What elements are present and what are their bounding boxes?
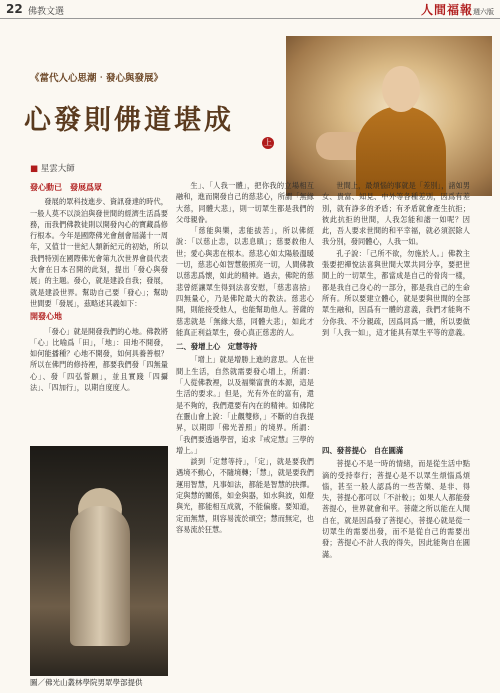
statue-photo bbox=[30, 446, 168, 676]
masthead bbox=[421, 1, 494, 18]
subheading: 發心動已 發展爲眾 bbox=[30, 182, 102, 192]
column-3 bbox=[322, 180, 470, 338]
paragraph: 談到「定慧等持」，「定」，就是要我們遇境不動心，不隨境轉；「慧」，就是要我們運用智慧，凡事如法，都能是智慧的抉擇。定與慧的關係，如金與器，如水與波，如燈與光，都能相互成就，不能偏廢。要知道，定而無慧，則容易流於頑空；慧而無定，也容易流於狂慧。 bbox=[176, 457, 314, 534]
masthead-sub: 週六版 bbox=[473, 8, 494, 16]
author-line bbox=[30, 162, 75, 174]
masthead-name: 人間福報 bbox=[420, 3, 473, 17]
header-divider bbox=[0, 18, 500, 19]
paragraph: 「發心」就是開發我們的心地。佛教將「心」比喻爲「田」，「地」：田地不開發，如何能播種？心地不開發，如何具養善根？所以在佛門的修持裡，都要我們發「四無量心」、發「四弘誓願」，並且實踐「四攝法」、「四加行」，以期自度度人。 bbox=[30, 326, 168, 393]
photo-caption: 圖／佛光山叢林學院男眾學部提供 bbox=[30, 678, 143, 687]
section-heading: 四、發菩提心 自在圓滿 bbox=[322, 446, 404, 455]
photo-statue bbox=[70, 506, 130, 646]
part-badge: 上 bbox=[264, 138, 272, 147]
column-2 bbox=[176, 180, 314, 535]
paragraph: 發展的眾科技進步、資訊發達的時代，一般人莫不以淡泊與發世間的經濟生活爲要務，而我們佛教徒則以開發內心的寶藏爲修行根本。今年是國際佛光會創會屆滿十一周年，又值廿一世紀人類新紀元的初始，所以我們特別在國際佛光會第九次世界會員代表大會在日本召開的此刻，提出「發心與發展」的主題。發心，就是建設自我；發展，就是建設世界。幫助自己要「發心」；幫助世間要「發展」，茲略述其義如下： bbox=[30, 197, 168, 308]
author-bullet-icon: ■ bbox=[30, 164, 39, 174]
paragraph: 「增上」就是增勝上進的意思。人在世間上生活，自然就需要發心增上，所謂：「人從佛教裡，以及福樂富貴的本源，這是生活的要求。」但是，光有外在的富有，還是不夠的，我們還要有內在的精神。如佛陀在靈山會上說：「止觀雙修，」不斷的自我提昇，以期即「佛光普照」的境界。所謂：「我們要透過學習，追求『戒定慧』三學的增上。」 bbox=[176, 355, 314, 455]
column-3-lower bbox=[322, 442, 470, 560]
paragraph: 「慈能與樂，悲能拔苦」，所以佛經說：「以慈止恚，以悲息瞋」；慈要救他人世；愛心與悲在根本。慈悲心如太陽般溫暖一切，慈悲心如智慧般照亮一切，人間佛教以慈悲爲懷，如此的精神。過去，佛陀的慈悲曾經讓眾生得到法喜安慰，「慈悲喜捨」四無量心，乃是佛陀最大的教法。慈悲心開，則能接受他人，也能幫助他人。菩薩的慈悲就是「無緣大慈，同體大悲」，如此才能真正利益眾生，發心真正慈悲的人。 bbox=[176, 226, 314, 337]
paragraph: 世間上，最煩惱的事就是「差別」，諸如男女、貴富、知見、中外等各種差別，因爲有差別，就有諍多的矛盾；有矛盾就會產生抗拒；彼此抗拒的世間，人我怎能和諧一如呢？因此，吾人要求世間的和平幸福，就必須泯除人我分別，發同體心，人我一如。 bbox=[322, 181, 470, 247]
section-title: 佛教文選 bbox=[28, 7, 65, 17]
page-header bbox=[0, 0, 500, 18]
photo-head bbox=[382, 66, 420, 112]
author-name: 星雲大師 bbox=[40, 164, 75, 174]
section-heading: 二、發增上心 定慧等持 bbox=[176, 342, 258, 352]
column-1 bbox=[30, 180, 168, 393]
series-title: 《當代人心思潮‧發心與發展》 bbox=[30, 73, 164, 84]
page-number: 22 bbox=[6, 2, 23, 16]
paragraph: 生」、「人我一體」，把你我的立場相互融和，進而開發自己的慈悲心，所謂「無緣大慈，同體大悲」，則一切眾生都是我們的父母親眷。 bbox=[176, 181, 314, 224]
paragraph: 孔子說：「己所不欲，勿施於人。」佛教主張要把禪悅法喜與世間大眾共同分享，要把世間上的一切眾生，都當成是自己的骨肉一樣，都是我自己身心的一部分，都是我自己的生命所有。所以要建立體心，就是要與世間的全部眾生融和，因爲有一體的意義，我們才能夠不分你我、不分親疏，因爲同爲一體，所以要做到「人我一如」，這才能具有眾生平等的意義。 bbox=[322, 248, 470, 337]
article-title: 心發則佛道堪成 bbox=[24, 105, 234, 136]
paragraph: 菩提心不是一時的情緒，而是從生活中點滴的受持奉行；菩提心是不以眾生煩惱爲煩惱，甚至一般人認爲的一些苦樂、是非、得失，菩提心都可以「不計較」；如果人人都能發菩提心，世界就會和平。菩薩之所以能在人間自在，就是因爲發了菩提心，菩提心就是從一切眾生的需要出發，而不是從自己的需要出發；菩提心不計人我的得失，因此能夠自在圓滿。 bbox=[322, 459, 470, 559]
master-photo bbox=[286, 36, 492, 196]
subheading: 開發心地 bbox=[30, 311, 62, 322]
